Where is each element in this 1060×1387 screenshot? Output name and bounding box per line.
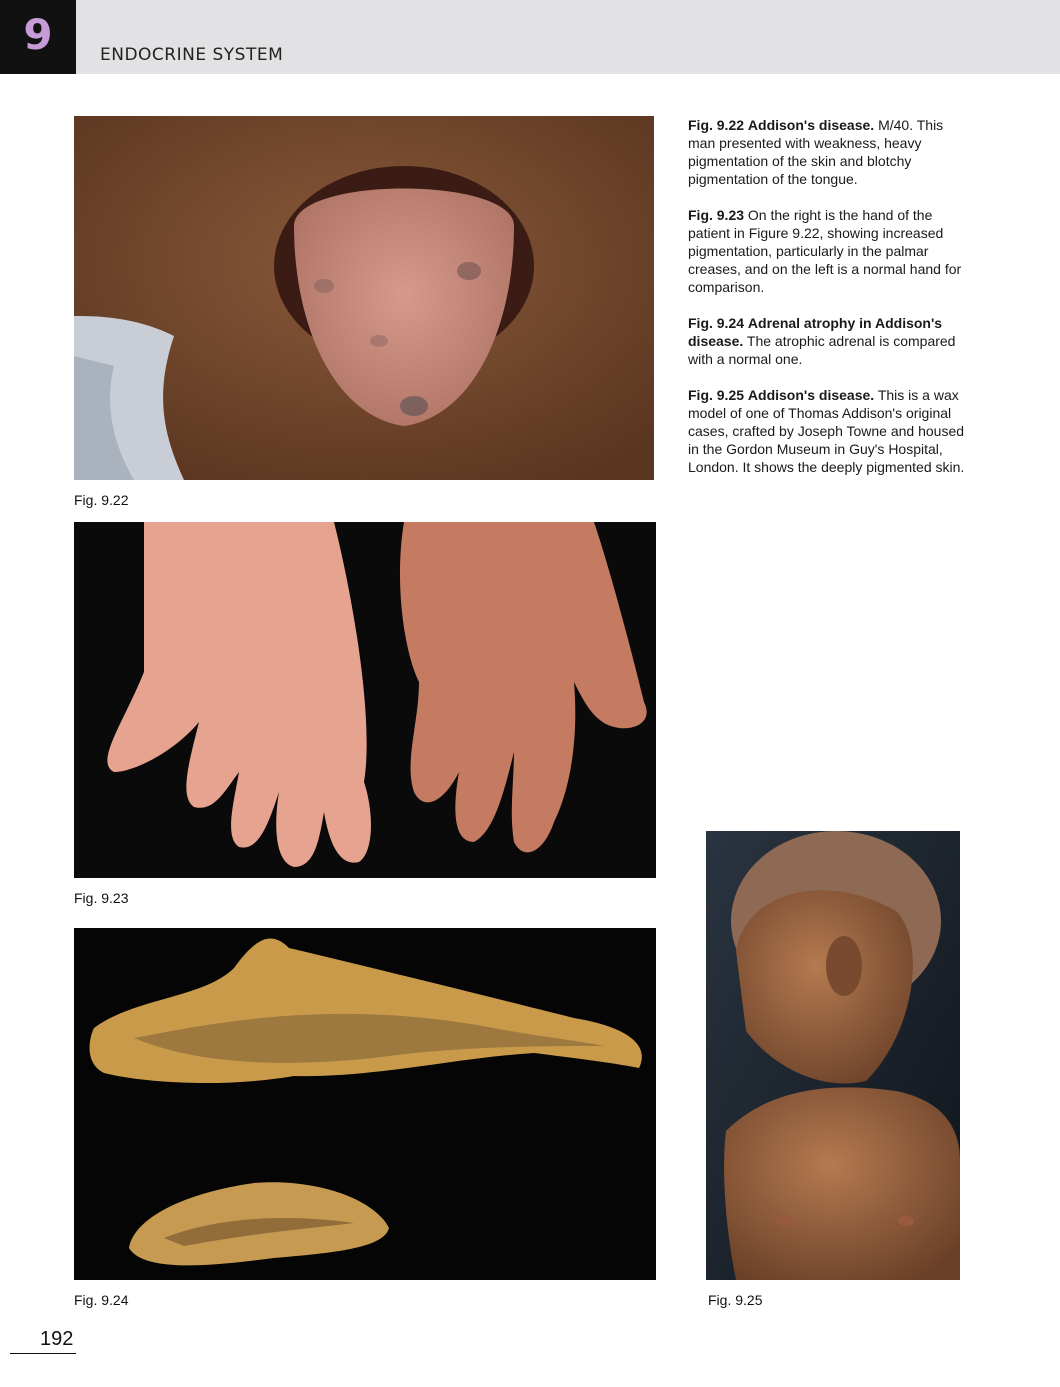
- caption-body: M/40. This man presented with weakness, heavy pigmentation of the skin and blotchy pigmentation of the tongue.: [688, 117, 944, 187]
- captions-column: [688, 116, 968, 494]
- caption-fig-ref: Fig. 9.22: [688, 117, 745, 133]
- caption-body: This is a wax model of one of Thomas Addison's original cases, crafted by Joseph Towne and housed in the Gordon Museum in Guy's Hospital, London. It shows the deeply pigmented skin.: [688, 387, 965, 475]
- figure-label-9-22: Fig. 9.22: [74, 492, 129, 508]
- chapter-tab: [0, 0, 76, 74]
- caption-fig-ref: Fig. 9.25: [688, 387, 745, 403]
- caption-title: Addison's disease.: [747, 117, 875, 133]
- figure-hands-photo: [74, 522, 656, 878]
- figure-wax-model-photo: [706, 831, 960, 1280]
- figure-tongue-photo: [74, 116, 654, 480]
- caption-title: Addison's disease.: [747, 387, 875, 403]
- page-number-rule: [10, 1353, 76, 1354]
- chapter-number: 9: [23, 10, 53, 59]
- chapter-title: ENDOCRINE SYSTEM: [100, 45, 284, 65]
- figure-label-9-24: Fig. 9.24: [74, 1292, 129, 1308]
- caption-9-23: [688, 206, 968, 296]
- caption-9-24: [688, 314, 968, 368]
- page-number: 192: [40, 1328, 74, 1350]
- figure-label-9-25: Fig. 9.25: [708, 1292, 763, 1308]
- caption-title: Adrenal atrophy in Addison's disease.: [688, 315, 943, 349]
- caption-9-22: [688, 116, 968, 188]
- caption-9-25: [688, 386, 968, 476]
- caption-fig-ref: Fig. 9.24: [688, 315, 745, 331]
- caption-body: The atrophic adrenal is compared with a normal one.: [688, 333, 956, 367]
- figure-adrenal-specimens-photo: [74, 928, 656, 1280]
- caption-body: On the right is the hand of the patient in Figure 9.22, showing increased pigmentation, particularly in the palmar creases, and on the left is a normal hand for comparison.: [688, 207, 962, 295]
- caption-fig-ref: Fig. 9.23: [688, 207, 745, 223]
- figure-label-9-23: Fig. 9.23: [74, 890, 129, 906]
